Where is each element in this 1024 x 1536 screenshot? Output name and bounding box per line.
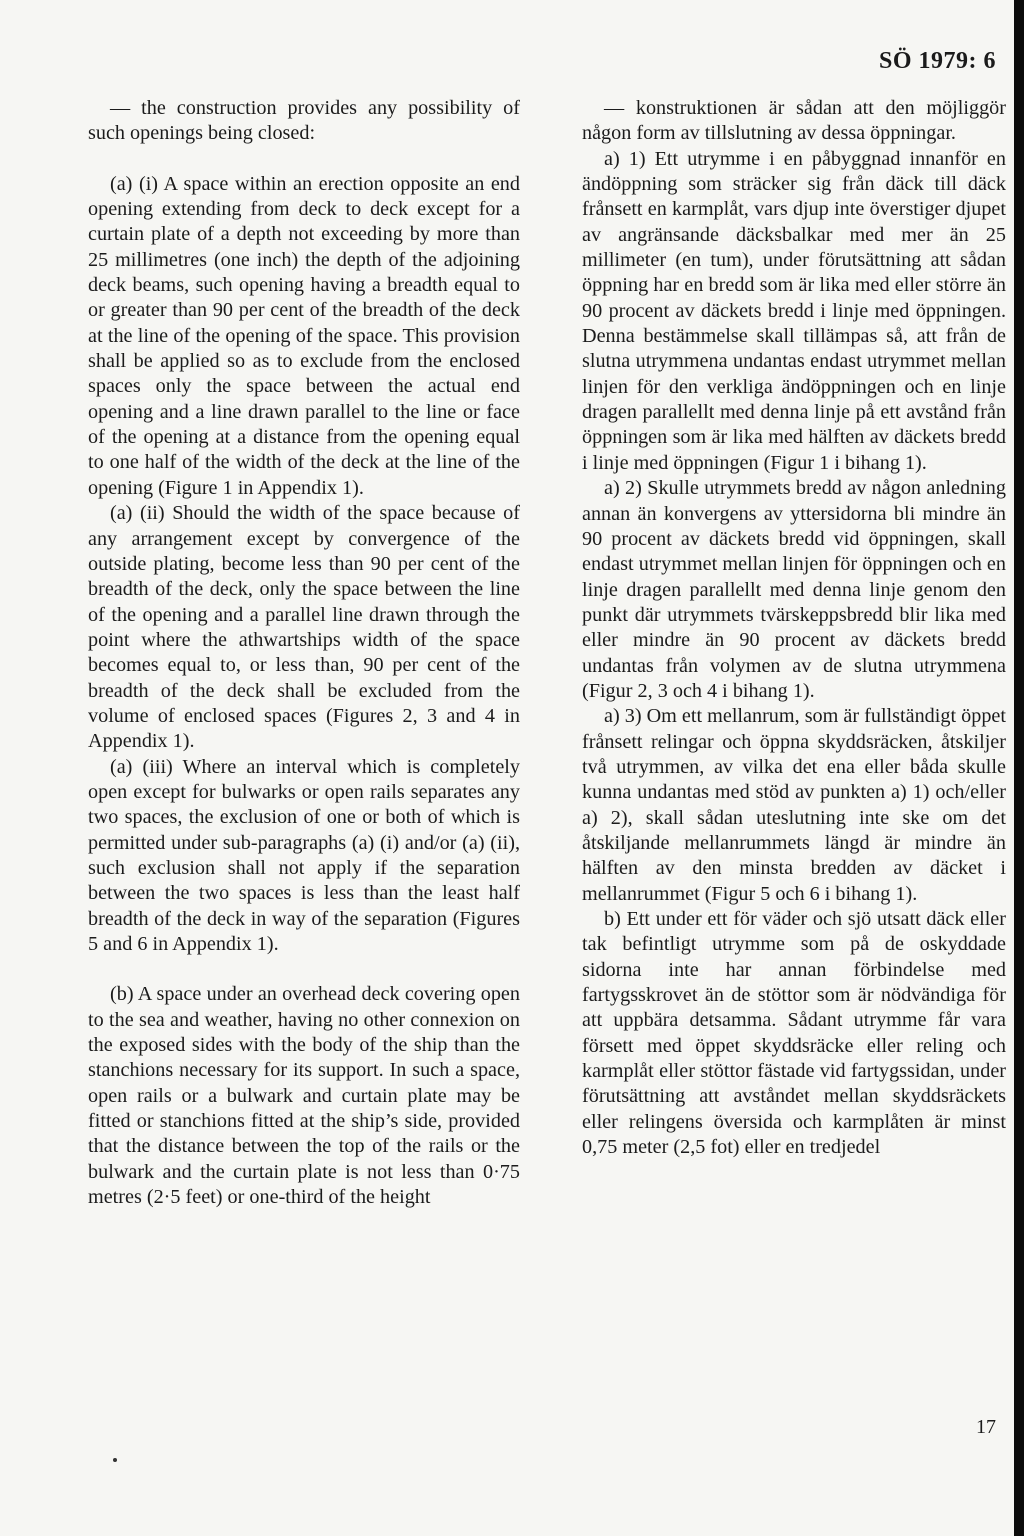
swedish-paragraph-3: a) 2) Skulle utrymmets bredd av någon anledning annan än konvergens av yttersidorna bli mindre än 90 procent av däckets bredd vid öppningen, skall endast utrymmet mellan linjen för öppningen och en linje dragen parallellt med denna linje genom den punkt där utrymmets tvärskeppsbredd blir lika med eller mindre än 90 procent av däckets bredd undantas från volymen av de slutna utrymmena (Figur 2, 3 och 4 i bihang 1).	[582, 477, 1006, 702]
swedish-paragraph-1: — konstruktionen är sådan att den möjliggör någon form av tillslutning av dessa öppningar.	[582, 97, 1006, 145]
swedish-paragraph-2: a) 1) Ett utrymme i en påbyggnad innanför en ändöppning som sträcker sig från däck till däck frånsett en karmplåt, vars djup inte överstiger djupet av angränsande däcksbalkar med mer än 25 millimeter (en tum), under förutsättning att sådan öppning har en bredd som är lika med eller större än 90 procent av däckets bredd i linje med öppningen. Denna bestämmelse skall tillämpas så, att från de slutna utrymmena undantas endast utrymmet mellan linjen för den verkliga ändöppningen och en linje dragen parallellt med denna linje på ett avstånd från öppningen som är lika med hälften av däckets bredd i linje med öppningen (Figur 1 i bihang 1).	[582, 147, 1006, 474]
page-number: 17	[976, 1416, 996, 1438]
english-paragraph-3: (a) (ii) Should the width of the space because of any arrangement except by convergence of the outside plating, become less than 90 per cent of the breadth of the deck, only the space between the line of the opening and a parallel line drawn through the point where the athwartships width of the space becomes equal to, or less than, 90 per cent of the breadth of the deck shall be excluded from the volume of enclosed spaces (Figures 2, 3 and 4 in Appendix 1).	[88, 502, 520, 753]
document-reference: SÖ 1979: 6	[878, 48, 996, 74]
swedish-paragraph-5: b) Ett under ett för väder och sjö utsatt däck eller tak befintligt utrymme som på de oskyddade sidorna inte har annan förbindelse med fartygsskrovet än de stöttor som är nödvändiga för att uppbära detsamma. Sådant utrymme får vara försett med öppet skyddsräcke eller reling och karmplåt eller stöttor fästade vid fartygssidan, under förutsättning att avståndet mellan skyddsräckets eller relingens översida och karmplåten är minst 0,75 meter (2,5 fot) eller en tredjedel	[582, 908, 1006, 1159]
scan-edge-shadow	[1014, 0, 1024, 1536]
english-paragraph-5: (b) A space under an overhead deck covering open to the sea and weather, having no other connexion on the exposed sides with the body of the ship than the stanchions necessary for its support. In such a space, open rails or a bulwark and curtain plate may be fitted or stanchions fitted at the ship’s side, provided that the distance between the top of the rails or the bulwark and the curtain plate is not less than 0·75 metres (2·5 feet) or one-third of the height	[88, 983, 520, 1209]
swedish-paragraph-4: a) 3) Om ett mellanrum, som är fullständigt öppet frånsett relingar och öppna skyddsräcken, åtskiljer två utrymmen, av vilka det ena eller båda skulle kunna undantas med stöd av punkten a) 1) och/eller a) 2), skall sådan uteslutning inte ske om det åtskiljande mellanrummets längd är mindre än hälften av den minsta bredden av däcket i mellanrummet (Figur 5 och 6 i bihang 1).	[582, 705, 1006, 905]
swedish-column	[582, 96, 1006, 1160]
scan-speck	[113, 1458, 117, 1462]
english-paragraph-2: (a) (i) A space within an erection opposite an end opening extending from deck to deck except for a curtain plate of a depth not exceeding by more than 25 millimetres (one inch) the depth of the adjoining deck beams, such opening having a breadth equal to or greater than 90 per cent of the breadth of the deck at the line of the opening of the space. This provision shall be applied so as to exclude from the enclosed spaces only the space between the actual end opening and a line drawn parallel to the line or face of the opening at a distance from the opening equal to one half of the width of the deck at the line of the opening (Figure 1 in Appendix 1).	[88, 172, 520, 499]
english-paragraph-1: — the construction provides any possibility of such openings being closed:	[88, 97, 520, 145]
english-column	[88, 96, 520, 1210]
english-paragraph-4: (a) (iii) Where an interval which is completely open except for bulwarks or open rails separates any two spaces, the exclusion of one or both of which is permitted under sub-paragraphs (a) (i) and/or (a) (ii), such exclusion shall not apply if the separation between the two spaces is less than the least half breadth of the deck in way of the separation (Figures 5 and 6 in Appendix 1).	[88, 755, 520, 955]
